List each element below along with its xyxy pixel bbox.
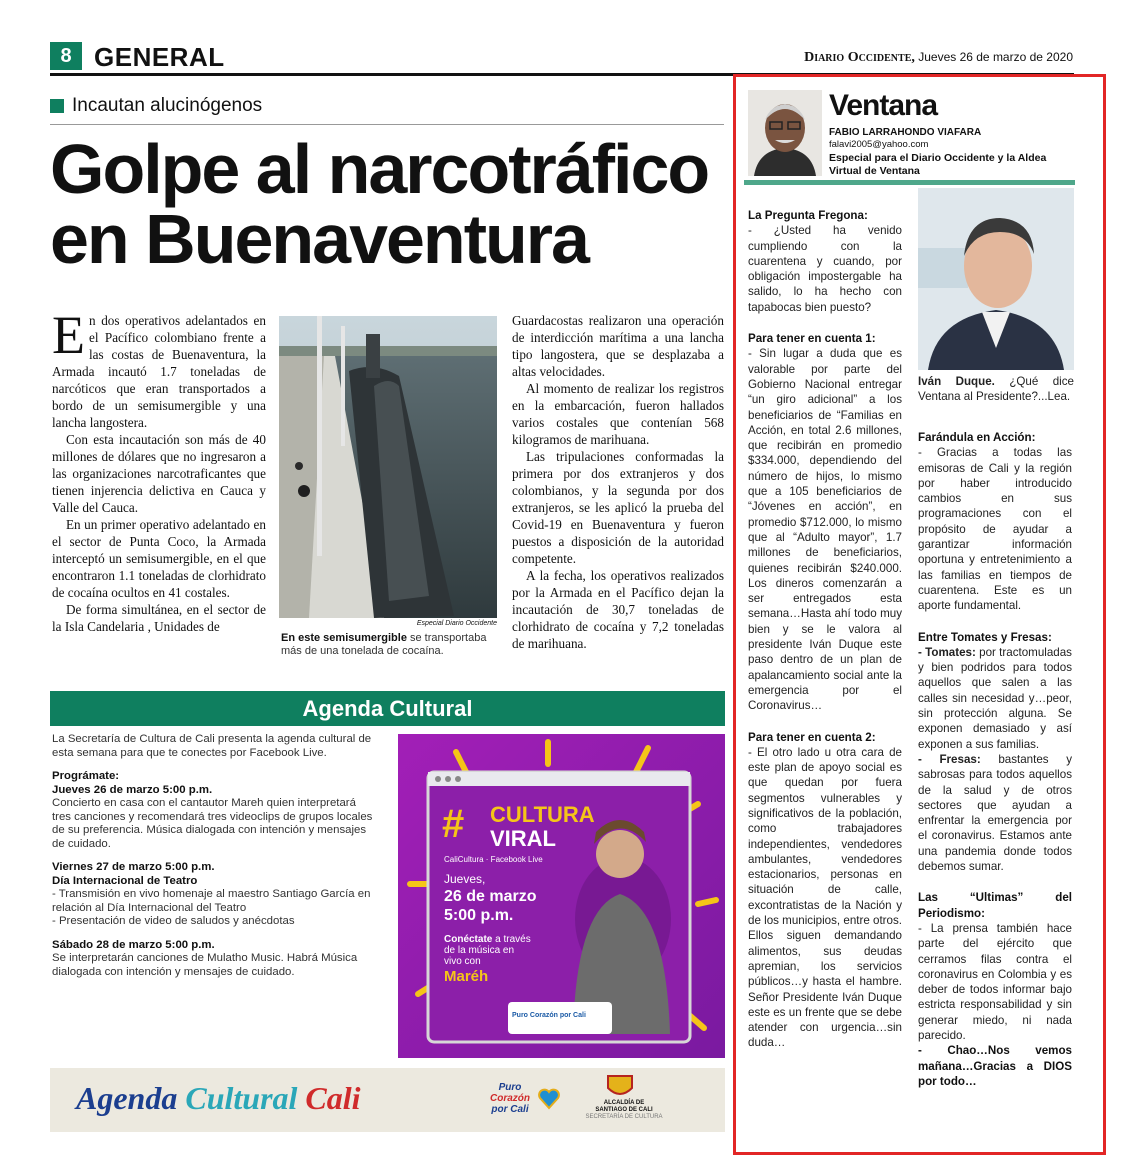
column-title: Ventana — [829, 89, 938, 122]
story-column-3 — [512, 312, 724, 652]
kicker-text: Incautan alucinógenos — [72, 95, 263, 116]
kicker-rule — [50, 124, 724, 125]
agenda-title-bar: Agenda Cultural — [50, 691, 725, 726]
story-paragraph — [52, 305, 266, 431]
photo-credit: Especial Diario Occidente — [416, 620, 497, 627]
banner-word3: Cali — [305, 1080, 361, 1116]
publication-name: Diario Occidente, — [804, 50, 915, 65]
tomates-paragraph — [918, 645, 1072, 752]
story-paragraph: Al momento de realizar los registros en la embarcación, fueron hallados varios costales que contenían 568 kilogramos de marihuana. — [512, 381, 724, 447]
poster-source: CaliCultura · Facebook Live — [444, 855, 543, 864]
agenda-day1-text: Concierto en casa con el cantautor Mareh quien interpretará tres canciones y recomendará tres videoclips de grupos locales de su preferencia. Música dialogada con intención y mensajes de cuidado. — [52, 797, 373, 850]
headline: Golpe al narcotráfico en Buenaventura — [50, 130, 709, 278]
photo-caption — [281, 632, 497, 658]
logo1-line: por Cali — [491, 1104, 529, 1115]
poster-logo: Puro Corazón por Cali — [512, 1012, 586, 1019]
agenda-day2-line: - Transmisión en vivo homenaje al maestro Santiago García en relación al Día Internacional del Teatro — [52, 888, 371, 914]
banner-word2: Cultural — [185, 1080, 298, 1116]
banner-title — [76, 1080, 361, 1117]
ventana-column-2 — [918, 430, 1072, 1089]
tomates-title: Entre Tomates y Fresas: — [918, 630, 1052, 644]
farandula-text: - Gracias a todas las emisoras de Cali y la región por haber introducido cambios en sus programaciones con el propósito de ayudar a garantizar información oportuna y entretenimiento a las familias en tiempos de cuarentena. Este es un aporte fundamental. — [918, 446, 1072, 613]
column-byline: Especial para el Diario Occidente y la Aldea Virtual de Ventana — [829, 152, 1047, 177]
author-photo — [748, 90, 822, 176]
duque-portrait — [918, 188, 1074, 370]
agenda-day3-title: Sábado 28 de marzo 5:00 p.m. — [52, 938, 215, 951]
heart-icon — [538, 1088, 560, 1110]
cuenta1-text: - Sin lugar a duda que es valorable por parte del Gobierno Nacional entregar “un giro adicional” a los beneficiarios de “Familias en Acción, en total 2.6 millones, que recibirán en promedio $334.000, dependiendo del número de hijos, lo mismo que a 105 beneficiarios de “Jóvenes en acción”, en promedio $712.000, lo mismo que al “Adulto mayor”, 1.7 millones de beneficiarios, quienes recibirán $240.000. Los dineros comenzarán a ser entregados esta semana…Hasta ahí todo muy bien y se le valora al presidente Iván Duque este paso dentro de un plan de apalancamiento social ante la emergencia por el Coronavirus… — [748, 347, 902, 713]
author-name: FABIO LARRAHONDO VIAFARA — [829, 127, 982, 138]
cultura-viral-poster — [398, 734, 725, 1058]
pregunta-text: - ¿Usted ha venido cumpliendo con la cuarentena y cuando, por obligación impostergable ha salido, lo ha hecho con tapabocas bien puesto? — [748, 224, 902, 314]
caption-text: se transportaba más de una tonelada de cocaína. — [281, 632, 487, 657]
story-paragraph: En un primer operativo adelantado en el sector de Punta Coco, la Armada interceptó un semisumergible, en el que encontraron 1.1 toneladas de clorhidrato de cocaína ocultos en 41 costales. — [52, 517, 266, 600]
logo2-line: ALCALDÍA DE — [603, 1100, 645, 1106]
semisubmersible-photo — [279, 316, 497, 618]
ivan-duque-photo — [918, 188, 1074, 370]
agenda-day2-subtitle: Día Internacional de Teatro — [52, 874, 198, 887]
story-kicker — [50, 95, 262, 117]
fresas-text: bastantes y sabrosas para todos aquellos de la salud y de otros sectores que ayudan a enfrentar la emergencia por el coronavirus. Estamos ante una pandemia donde todos debemos sumar. — [918, 752, 1073, 874]
poster-day: Jueves, — [444, 872, 486, 886]
agenda-day2-line: - Presentación de video de saludos y anécdotas — [52, 915, 295, 927]
author-portrait — [748, 90, 822, 176]
alcaldia-logo — [574, 1100, 674, 1121]
chao-text: - Chao…Nos vemos mañana…Gracias a DIOS por todo… — [918, 1044, 1072, 1088]
poster-line1: CULTURA — [490, 802, 595, 827]
agenda-day3-text: Se interpretarán canciones de Mulatho Music. Habrá Música dialogada con intención y mensajes de cuidado. — [52, 952, 358, 978]
story-paragraph: Con esta incautación son más de 40 millones de dólares que no ingresaron a las organizaciones narcotraficantes que tienen injerencia delictiva en Cauca y Valle del Cauca. — [52, 432, 266, 515]
logo1-line: Puro — [498, 1082, 522, 1093]
pregunta-title: La Pregunta Fregona: — [748, 209, 868, 222]
section-title: GENERAL — [94, 42, 225, 72]
masthead — [804, 50, 1073, 66]
story-paragraph: De forma simultánea, en el sector de la Isla Candelaria , Unidades de — [52, 602, 266, 634]
poster-connect-bold: Conéctate — [444, 934, 493, 945]
logo2-line: SECRETARÍA DE CULTURA — [585, 1114, 663, 1120]
agenda-programate: Prográmate: — [52, 770, 120, 782]
ultimas-title: Las “Ultimas” del Periodismo: — [918, 891, 1072, 920]
kicker-square-icon — [50, 99, 64, 113]
dropcap: E — [52, 305, 85, 365]
story-paragraph: Las tripulaciones conformadas la primera por dos extranjeros y dos colombianos, y la segunda por dos extranjeros, se les aplicó la prueba del Covid-19 en Buenaventura y fueron puestos a disposición de la autoridad competente. — [512, 449, 724, 566]
story-text: n dos operativos adelantados en el Pacífico colombiano frente a las costas de Buenaventura, la Armada incautó 1.7 toneladas de narcóticos que eran transportados a bordo de un semisumergible y una lancha langostera. — [52, 313, 266, 430]
duque-caption-text: ¿Qué dice Ventana al Presidente?...Lea. — [918, 375, 1074, 404]
farandula-title: Farándula en Acción: — [918, 431, 1036, 444]
fresas-label: - Fresas: — [918, 752, 981, 766]
cuenta2-text: - El otro lado u otra cara de este plan de apoyo social es que quedan por fuera segmentos vulnerables y significativos de la población, como trabajadores independientes, vendedores ambulantes, vendedores estacionarios, personas en situación de calle, excontratistas de la Nación y de los municipios, entre otros. Ellos siguen demandando alimentos, sus deudas apremian, los servicios públicos…y hasta el hambre. Señor Presidente Iván Duque este es un frente que se debe atender con urgencia…sin duda… — [748, 745, 903, 1050]
coat-of-arms-icon — [606, 1074, 634, 1098]
poster-artist: Maréh — [444, 968, 489, 985]
column-rule — [744, 180, 1075, 185]
agenda-day2-title: Viernes 27 de marzo 5:00 p.m. — [52, 861, 215, 873]
poster-date: 26 de marzo — [444, 888, 537, 905]
agenda-intro: La Secretaría de Cultura de Cali presenta la agenda cultural de esta semana para que te conectes por Facebook Live. — [52, 733, 372, 759]
ultimas-text: - La prensa también hace parte del ejército que cerramos filas contra el coronavirus en Colombia y es deber de todos informar bajo estricta responsabilidad y sin generar miedo, ni nada parecido. — [918, 921, 1072, 1042]
cuenta2-title: Para tener en cuenta 2: — [748, 730, 876, 744]
duque-caption — [918, 374, 1074, 405]
author-email: falavi2005@yahoo.com — [829, 139, 929, 150]
tomates-text: por tractomuladas y bien podridos para todos aquellos que salen a las calles sin necesidad y…peor, sin protección alguna. Se exponen demasiado y así exponen a sus familias. — [918, 645, 1072, 751]
duque-name: Iván Duque. — [918, 375, 995, 388]
poster-connect-text: a través de la música en vivo con — [444, 934, 531, 967]
page-number: 8 — [50, 42, 82, 70]
caption-bold: En este semisumergible — [281, 632, 407, 644]
logo1-line: Corazón — [490, 1093, 530, 1104]
logo2-line: SANTIAGO DE CALI — [595, 1107, 653, 1113]
ventana-column-1 — [748, 208, 902, 1051]
photo-illustration — [279, 316, 497, 618]
poster-line2: VIRAL — [490, 826, 556, 851]
poster-connect — [444, 934, 534, 967]
banner-word1: Agenda — [76, 1080, 178, 1116]
poster-time: 5:00 p.m. — [444, 907, 514, 924]
issue-date: Jueves 26 de marzo de 2020 — [918, 50, 1073, 64]
tomates-label: - Tomates: — [918, 645, 976, 659]
poster-hash: # — [442, 802, 465, 846]
agenda-text — [52, 733, 378, 989]
story-paragraph: A la fecha, los operativos realizados por la Armada en el Pacífico dejan la incautación de 30,7 toneladas de clorhidrato de cocaína y 7,2 toneladas de marihuana. — [512, 568, 724, 651]
agenda-day1-title: Jueves 26 de marzo 5:00 p.m. — [52, 783, 213, 796]
cuenta1-title: Para tener en cuenta 1: — [748, 332, 876, 346]
story-paragraph: Guardacostas realizaron una operación de interdicción marítima a una lancha tipo langostera, que se desplazaba a altas velocidades. — [512, 313, 724, 379]
fresas-paragraph — [918, 752, 1072, 874]
story-column-1 — [52, 305, 266, 635]
agenda-cultural-cali-banner — [50, 1068, 725, 1132]
